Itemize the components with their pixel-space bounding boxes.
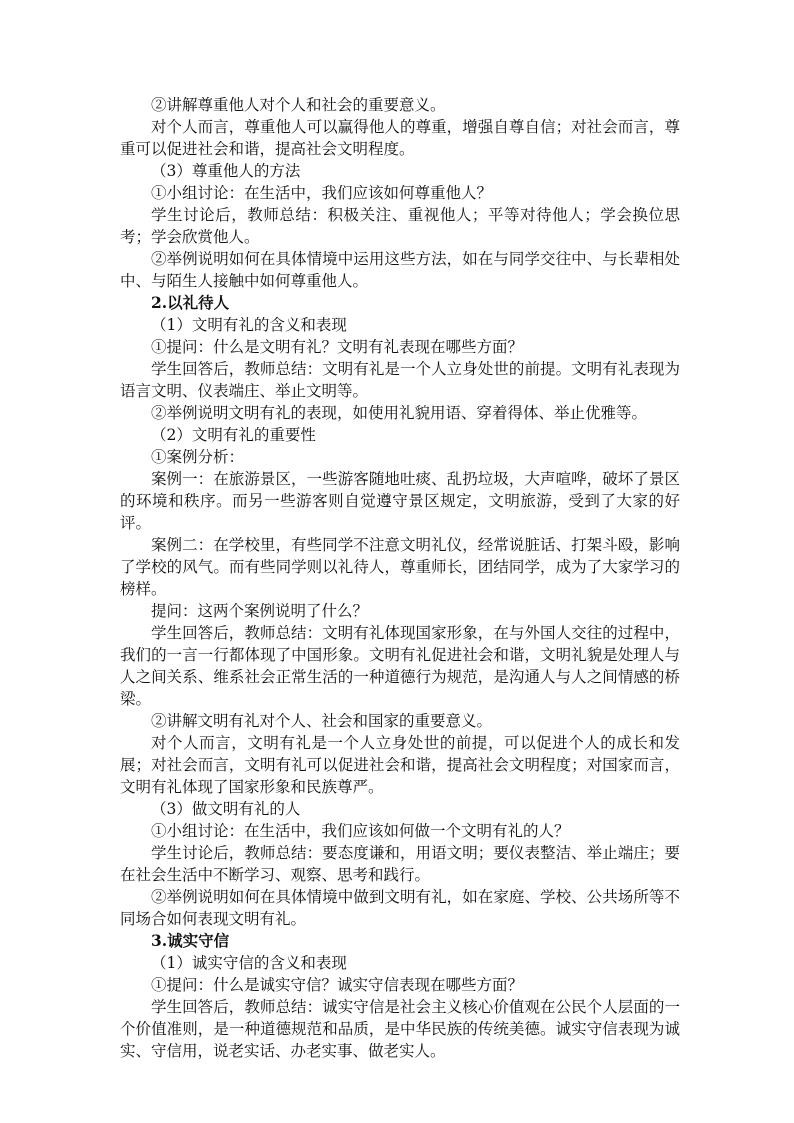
- paragraph: 提问：这两个案例说明了什么？: [151, 602, 369, 620]
- paragraph: 对个人而言，尊重他人可以赢得他人的尊重，增强自尊自信；对社会而言，尊重可以促进社会和谐，提高社会文明程度。: [120, 118, 680, 158]
- paragraph: ②举例说明如何在具体情境中做到文明有礼，如在家庭、学校、公共场所等不同场合如何表现文明有礼。: [120, 888, 680, 928]
- section-heading: （3）做文明有礼的人: [151, 800, 301, 818]
- section-heading: （2）文明有礼的重要性: [151, 426, 316, 444]
- paragraph: ②举例说明文明有礼的表现，如使用礼貌用语、穿着得体、举止优雅等。: [151, 404, 648, 422]
- paragraph: ①提问：什么是文明有礼？文明有礼表现在哪些方面？: [151, 338, 524, 356]
- section-heading: 3.诚实守信: [151, 931, 230, 950]
- section-heading: （1）诚实守信的含义和表现: [151, 954, 347, 972]
- paragraph: ②讲解尊重他人对个人和社会的重要意义。: [151, 96, 446, 114]
- section-heading: （1）文明有礼的含义和表现: [151, 316, 347, 334]
- section-heading: 2.以礼待人: [151, 293, 230, 312]
- paragraph: ①提问：什么是诚实守信？诚实守信表现在哪些方面？: [151, 976, 524, 994]
- paragraph: 学生回答后，教师总结：文明有礼体现国家形象，在与外国人交往的过程中，我们的一言一行都体现了中国形象。文明有礼促进社会和谐，文明礼貌是处理人与人之间关系、维系社会正常生活的一种道德行为规范，是沟通人与人之间情感的桥梁。: [120, 624, 680, 708]
- paragraph: ②举例说明如何在具体情境中运用这些方法，如在与同学交往中、与长辈相处中、与陌生人接触中如何尊重他人。: [120, 250, 680, 290]
- paragraph: ②讲解文明有礼对个人、社会和国家的重要意义。: [151, 712, 493, 730]
- section-heading: （3）尊重他人的方法: [151, 162, 301, 180]
- document-body: [120, 94, 680, 1062]
- paragraph: 学生回答后，教师总结：诚实守信是社会主义核心价值观在公民个人层面的一个价值准则，是一种道德规范和品质，是中华民族的传统美德。诚实守信表现为诚实、守信用，说老实话、办老实事、做老实人。: [120, 998, 680, 1060]
- paragraph: 学生回答后，教师总结：文明有礼是一个人立身处世的前提。文明有礼表现为语言文明、仪表端庄、举止文明等。: [120, 360, 680, 400]
- paragraph: 对个人而言，文明有礼是一个人立身处世的前提，可以促进个人的成长和发展；对社会而言，文明有礼可以促进社会和谐，提高社会文明程度；对国家而言，文明有礼体现了国家形象和民族尊严。: [120, 734, 680, 796]
- paragraph: 案例二：在学校里，有些同学不注意文明礼仪，经常说脏话、打架斗殴，影响了学校的风气。而有些同学则以礼待人，尊重师长，团结同学，成为了大家学习的榜样。: [120, 536, 680, 598]
- paragraph: ①小组讨论：在生活中，我们应该如何尊重他人？: [151, 184, 493, 202]
- paragraph: ①小组讨论：在生活中，我们应该如何做一个文明有礼的人？: [151, 822, 570, 840]
- paragraph: 案例一：在旅游景区，一些游客随地吐痰、乱扔垃圾，大声喧哗，破坏了景区的环境和秩序。而另一些游客则自觉遵守景区规定，文明旅游，受到了大家的好评。: [120, 470, 680, 532]
- paragraph: 学生讨论后，教师总结：积极关注、重视他人；平等对待他人；学会换位思考；学会欣赏他人。: [120, 206, 680, 246]
- paragraph: 学生讨论后，教师总结：要态度谦和，用语文明；要仪表整洁、举止端庄；要在社会生活中不断学习、观察、思考和践行。: [120, 844, 680, 884]
- paragraph: ①案例分析：: [151, 448, 245, 466]
